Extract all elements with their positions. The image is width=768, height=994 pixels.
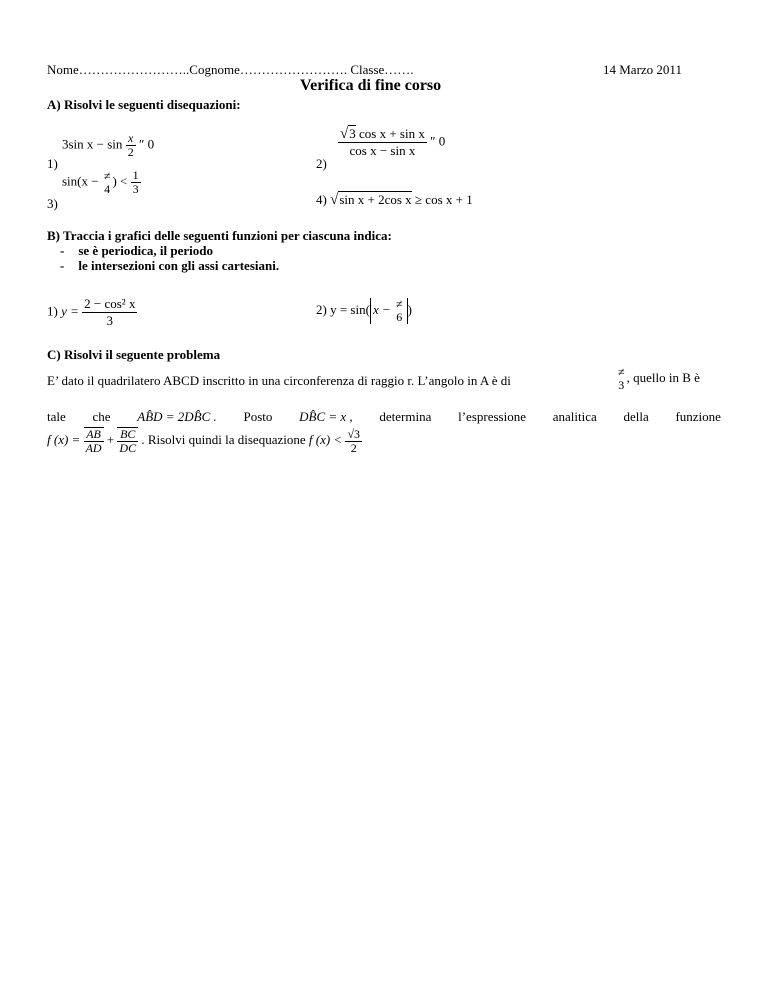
ineq-den: 2 bbox=[350, 440, 357, 455]
ex-a3-frac-num: ≠ bbox=[103, 168, 111, 183]
ex-a3-rhs-num: 1 bbox=[132, 168, 139, 182]
problem-line-2 bbox=[47, 409, 721, 425]
angle-a-value bbox=[616, 366, 700, 392]
angle-a-den: 3 bbox=[618, 378, 625, 392]
ex-a1-fraction bbox=[126, 132, 136, 159]
ex-a4-rhs: ≥ cos x + 1 bbox=[414, 192, 473, 207]
fx-f1-den: AD bbox=[85, 441, 102, 455]
ex-b1-expression bbox=[47, 296, 137, 329]
ex-b1-frac-den: 3 bbox=[106, 313, 114, 328]
ex-b2-close: ) bbox=[407, 301, 412, 317]
ex-a2-sqrt-arg: 3 bbox=[349, 126, 356, 141]
ex-a2-denominator: cos x − sin x bbox=[349, 143, 416, 158]
date: 14 Marzo 2011 bbox=[603, 62, 682, 77]
fx-fraction-2 bbox=[117, 427, 138, 455]
ex-a3-rhs-den: 3 bbox=[132, 182, 139, 196]
ex-a1-number: 1) bbox=[47, 156, 58, 171]
ex-b2-frac-num: ≠ bbox=[395, 297, 403, 311]
ex-b2-frac-den: 6 bbox=[396, 310, 403, 324]
ex-a1-frac-num: x bbox=[126, 132, 136, 146]
ex-b1-number: 1) bbox=[47, 303, 58, 319]
bullet-text: le intersezioni con gli assi cartesiani. bbox=[78, 258, 280, 273]
ex-a4-sqrt-arg: sin x + 2cos x bbox=[339, 192, 412, 207]
ex-b2-number: 2) bbox=[316, 301, 327, 317]
ex-a2-expression bbox=[338, 126, 445, 159]
ex-a3-fraction bbox=[102, 170, 113, 196]
ex-a1-frac-den: 2 bbox=[127, 145, 134, 159]
ex-a1-lhs: 3sin x − sin bbox=[62, 136, 123, 152]
ineq-num: √3 bbox=[347, 426, 361, 441]
problem-line-1-end: , quello in B è bbox=[626, 369, 700, 385]
fx-f2-num: BC bbox=[117, 427, 138, 442]
ex-a3-number: 3) bbox=[47, 196, 58, 211]
section-b-bullet-1 bbox=[60, 243, 213, 259]
line2-word: AB̂D = 2DB̂C . bbox=[137, 409, 217, 424]
ex-a1-relation: ″ 0 bbox=[138, 136, 155, 152]
problem-line-3-mid: . Risolvi quindi la disequazione bbox=[141, 431, 306, 447]
bullet-dash: - bbox=[60, 258, 65, 273]
section-c-heading: C) Risolvi il seguente problema bbox=[47, 347, 221, 362]
section-a-heading: A) Risolvi le seguenti disequazioni: bbox=[47, 97, 241, 112]
ex-a4-number: 4) bbox=[316, 192, 327, 207]
ex-b1-frac-num: 2 − cos² x bbox=[84, 296, 136, 311]
ex-a2-relation: ″ 0 bbox=[430, 133, 446, 149]
fx-plus: + bbox=[106, 431, 115, 447]
line2-word: analitica bbox=[552, 409, 597, 424]
ex-b2-fraction bbox=[394, 298, 405, 324]
fx-fraction-1 bbox=[84, 427, 104, 455]
cognome-field[interactable]: .Cognome……………………. bbox=[186, 62, 348, 77]
problem-line-1: E’ dato il quadrilatero ABCD inscritto in una circonferenza di raggio r. L’angolo in A è di bbox=[47, 373, 511, 388]
ex-a3-rhs-fraction bbox=[131, 169, 141, 196]
problem-line-3 bbox=[47, 427, 362, 455]
line2-word: determina bbox=[379, 409, 432, 424]
ex-a2-number: 2) bbox=[316, 156, 327, 171]
ex-a3-lhs: sin(x − bbox=[62, 173, 99, 189]
line2-word: della bbox=[623, 409, 649, 424]
line2-word: l’espressione bbox=[458, 409, 526, 424]
ex-b2-expression bbox=[316, 298, 412, 324]
ex-a3-frac-den: 4 bbox=[104, 181, 111, 196]
bullet-dash: - bbox=[60, 243, 65, 258]
ex-a4-expression: 4) √sin x + 2cos x ≥ cos x + 1 bbox=[316, 192, 473, 208]
ineq-fraction bbox=[345, 428, 362, 455]
section-b-bullet-2 bbox=[60, 258, 279, 274]
ineq-lhs: f (x) < bbox=[308, 431, 343, 447]
ex-b1-lhs: y = bbox=[61, 303, 79, 319]
classe-field[interactable]: Classe……. bbox=[350, 62, 414, 77]
angle-a-num: ≠ bbox=[618, 365, 625, 379]
ex-b2-absolute-value bbox=[370, 298, 408, 324]
section-b-heading: B) Traccia i grafici delle seguenti funzioni per ciascuna indica: bbox=[47, 228, 392, 243]
fx-f2-den: DC bbox=[119, 441, 137, 455]
line2-word: funzione bbox=[675, 409, 721, 424]
line2-word: tale bbox=[47, 409, 66, 424]
header-line bbox=[47, 62, 414, 78]
fx-lhs: f (x) = bbox=[47, 431, 81, 447]
angle-a-fraction bbox=[616, 366, 627, 392]
page-title: Verifica di fine corso bbox=[300, 77, 442, 94]
ex-a3-close: ) < bbox=[112, 173, 128, 189]
line2-word: che bbox=[92, 409, 111, 424]
ex-b2-abs-a: x − bbox=[372, 301, 391, 317]
ex-a1-expression bbox=[62, 132, 154, 159]
ex-a2-numerator: √3 cos x + sin x bbox=[340, 126, 425, 142]
ex-a2-num-expr: cos x + sin x bbox=[358, 126, 425, 141]
line2-word: DB̂C = x , bbox=[299, 409, 353, 424]
ex-a2-fraction bbox=[338, 126, 427, 159]
bullet-text: se è periodica, il periodo bbox=[78, 243, 214, 258]
nome-field[interactable]: Nome……………………. bbox=[47, 62, 187, 77]
ex-b1-fraction bbox=[82, 296, 137, 329]
ex-b2-lhs: y = sin( bbox=[330, 301, 370, 317]
ex-a3-expression bbox=[62, 169, 141, 196]
line2-word: Posto bbox=[243, 409, 273, 424]
fx-f1-num: AB bbox=[84, 427, 104, 442]
